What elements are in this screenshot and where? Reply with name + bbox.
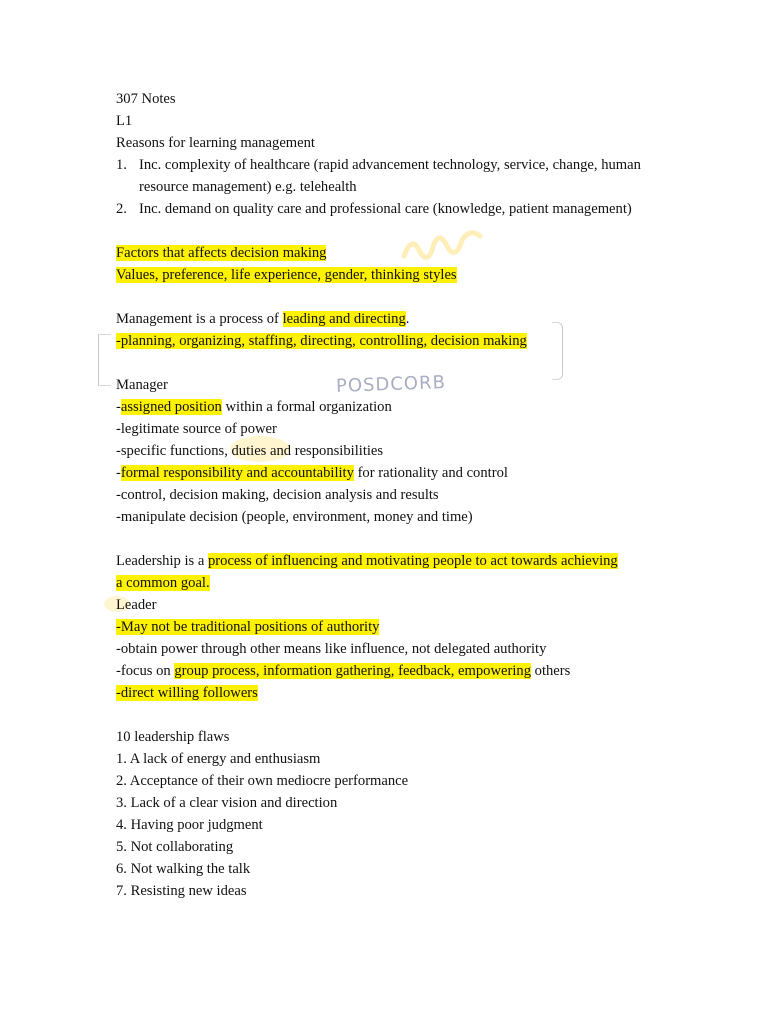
highlighted-text: a common goal. (116, 575, 210, 591)
bracket-mark-left (98, 334, 111, 386)
highlighted-text: group process, information gathering, feedback, empowering (174, 663, 531, 679)
leader-item (116, 660, 676, 682)
lecture-label: L1 (116, 113, 133, 129)
notes-body (116, 88, 676, 902)
reasons-heading: Reasons for learning management (116, 135, 315, 151)
handwritten-note: POSDCORB (335, 372, 447, 397)
leader-item: -May not be traditional positions of authority (116, 619, 380, 635)
text-span: for rationality and control (353, 465, 508, 481)
text-span: Management is a process of (116, 311, 283, 327)
manager-heading: Manager (116, 377, 168, 393)
factors-text: Values, preference, life experience, gender, thinking styles (116, 267, 457, 283)
list-text: Inc. complexity of healthcare (rapid advancement technology, service, change, human resource management) e.g. telehealth (139, 157, 641, 195)
manager-item: -manipulate decision (people, environment, money and time) (116, 509, 473, 525)
list-item: 6. Not walking the talk (116, 861, 251, 877)
list-item: 2. Acceptance of their own mediocre performance (116, 773, 409, 789)
text-span: within a formal organization (221, 399, 392, 415)
manager-item: -specific functions, duties and responsibilities (116, 443, 384, 459)
text-span: -focus on (116, 663, 175, 679)
text-span: - (116, 399, 121, 415)
list-number: 1. (116, 157, 127, 173)
flaws-heading: 10 leadership flaws (116, 729, 230, 745)
highlighted-text: formal responsibility and accountability (120, 465, 354, 481)
text-span: Leadership is a (116, 553, 208, 569)
list-item: 3. Lack of a clear vision and direction (116, 795, 338, 811)
highlighted-text: leading and directing (282, 311, 406, 327)
leader-item: -direct willing followers (116, 685, 258, 701)
manager-item (116, 396, 676, 418)
leadership-definition (116, 550, 676, 572)
highlighted-text: process of influencing and motivating people to act towards achieving (208, 553, 618, 569)
list-text: Inc. demand on quality care and professional care (knowledge, patient management) (139, 201, 632, 217)
leader-heading: Leader (116, 597, 157, 613)
manager-item: -legitimate source of power (116, 421, 277, 437)
list-item (116, 198, 676, 220)
factors-heading: Factors that affects decision making (116, 245, 327, 261)
manager-item (116, 462, 676, 484)
management-functions: -planning, organizing, staffing, directing, controlling, decision making (116, 333, 527, 349)
leader-item: -obtain power through other means like influence, not delegated authority (116, 641, 547, 657)
text-span: - (116, 465, 121, 481)
list-item: 1. A lack of energy and enthusiasm (116, 751, 321, 767)
list-number: 2. (116, 201, 127, 217)
text-span: others (531, 663, 571, 679)
list-item: 7. Resisting new ideas (116, 883, 247, 899)
manager-item: -control, decision making, decision analysis and results (116, 487, 439, 503)
list-item: 5. Not collaborating (116, 839, 234, 855)
document-title: 307 Notes (116, 91, 176, 107)
list-item (116, 154, 676, 198)
highlighted-text: assigned position (120, 399, 222, 415)
text-span: . (405, 311, 410, 327)
management-definition (116, 308, 676, 330)
list-item: 4. Having poor judgment (116, 817, 263, 833)
